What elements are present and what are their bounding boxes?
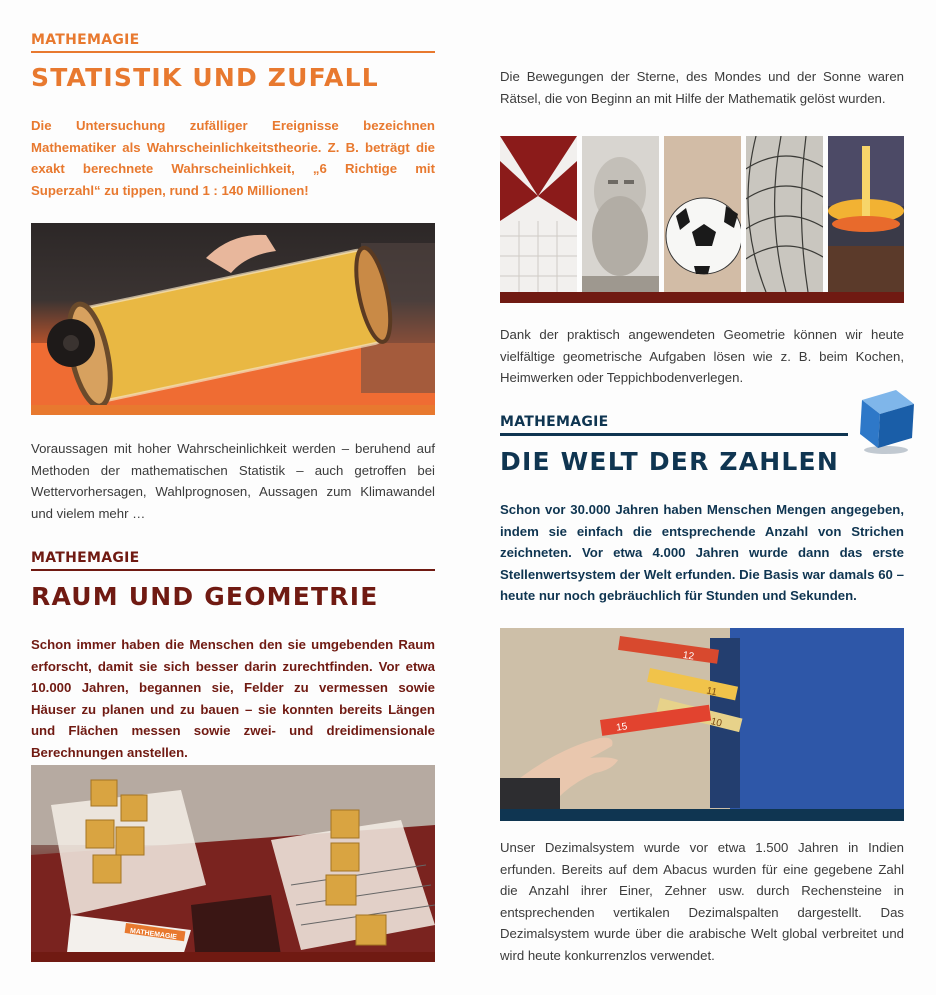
intro-statistik: Die Untersuchung zufälliger Ereignisse bezeichnen Mathematiker als Wahrscheinlichkeitstheorie. Z. B. beträgt die exakt berechnete Wahrscheinlichkeit, „6 Richtige mit Superzahl“ zu tippen, rund 1 : 140 Millionen! bbox=[31, 118, 435, 198]
tile-digit-3: 10 bbox=[709, 716, 723, 730]
body-zahlen: Unser Dezimalsystem wurde vor etwa 1.500 Jahren in Indien erfunden. Bereits auf dem Abacus wurden für eine gegebene Zahl die Anzahl ihrer Einer, Zehner usw. durch Rechensteine in entsprechenden vertikalen Dezimalspalten dargestellt. Das Dezimalsystem wurde über die arabische Welt global verbreitet und wird heute konkurrenzlos verwendet. bbox=[500, 840, 904, 963]
strip-bar bbox=[500, 292, 904, 303]
intro-zahlen: Schon vor 30.000 Jahren haben Menschen Mengen angegeben, indem sie einfach die entsprechende Anzahl von Strichen zeichneten. Vor etwa 4.000 Jahren wurde dann das erste Stellenwertsystem der Welt erfunden. Die Basis war damals 60 – heute nur noch gebräuchlich für Stunden und Sekunden. bbox=[500, 502, 904, 603]
heading-zahlen: DIE WELT DER ZAHLEN bbox=[500, 447, 839, 476]
strip-tile-bust bbox=[582, 136, 659, 292]
text-geometrie-anwendung: Dank der praktisch angewendeten Geometrie können wir heute vielfältige geometrische Aufgaben lösen wie z. B. beim Kochen, Heimwerken oder Teppichbodenverlegen. bbox=[500, 327, 904, 385]
heading-geometrie: RAUM UND GEOMETRIE bbox=[31, 582, 379, 611]
section-kicker-zahlen: MATHEMAGIE bbox=[500, 414, 848, 436]
heading-statistik: STATISTIK UND ZUFALL bbox=[31, 63, 379, 92]
cubes-illustration bbox=[31, 765, 435, 962]
strip-tile-carousel bbox=[828, 136, 904, 292]
intro-geometrie: Schon immer haben die Menschen den sie umgebenden Raum erforscht, damit sie sich besser darin zurechtfinden. Vor etwa 10.000 Jahren, begannen sie, Felder zu vermessen sowie Häuser zu planen und zu bauen – sie konnten bereits Längen und Flächen messen sowie zwei- und dreidimensionale Berechnungen anstellen. bbox=[31, 637, 435, 760]
number-system-illustration bbox=[500, 628, 904, 821]
section-kicker-geometrie: MATHEMAGIE bbox=[31, 550, 435, 571]
brochure-label: MATHEMAGIE bbox=[129, 927, 178, 942]
section-kicker-statistik: MATHEMAGIE bbox=[31, 32, 435, 53]
cubes-in-glass-image bbox=[31, 765, 435, 962]
body-statistik: Voraussagen mit hoher Wahrscheinlichkeit werden – beruhend auf Methoden der mathematischen Statistik – auch getroffen bei Wettervorhersagen, Wahlprognosen, Aussagen zum Klimawandel und vielem mehr … bbox=[31, 441, 435, 521]
text-sterne: Die Bewegungen der Sterne, des Mondes und der Sonne waren Rätsel, die von Beginn an mit Hilfe der Mathematik gelöst wurden. bbox=[500, 69, 904, 106]
tile-digit-2: 11 bbox=[705, 685, 718, 699]
strip-tile-net bbox=[746, 136, 823, 292]
lottery-drum-image bbox=[31, 223, 435, 415]
strip-tile-football bbox=[664, 136, 741, 292]
lottery-drum-illustration bbox=[31, 223, 435, 415]
blue-cube-icon bbox=[856, 388, 920, 461]
tile-digit-1: 12 bbox=[682, 649, 695, 663]
number-system-image bbox=[500, 628, 904, 821]
tile-digit-4: 15 bbox=[615, 721, 629, 734]
geometry-image-strip bbox=[500, 136, 904, 303]
strip-tile-cubes bbox=[500, 136, 577, 292]
